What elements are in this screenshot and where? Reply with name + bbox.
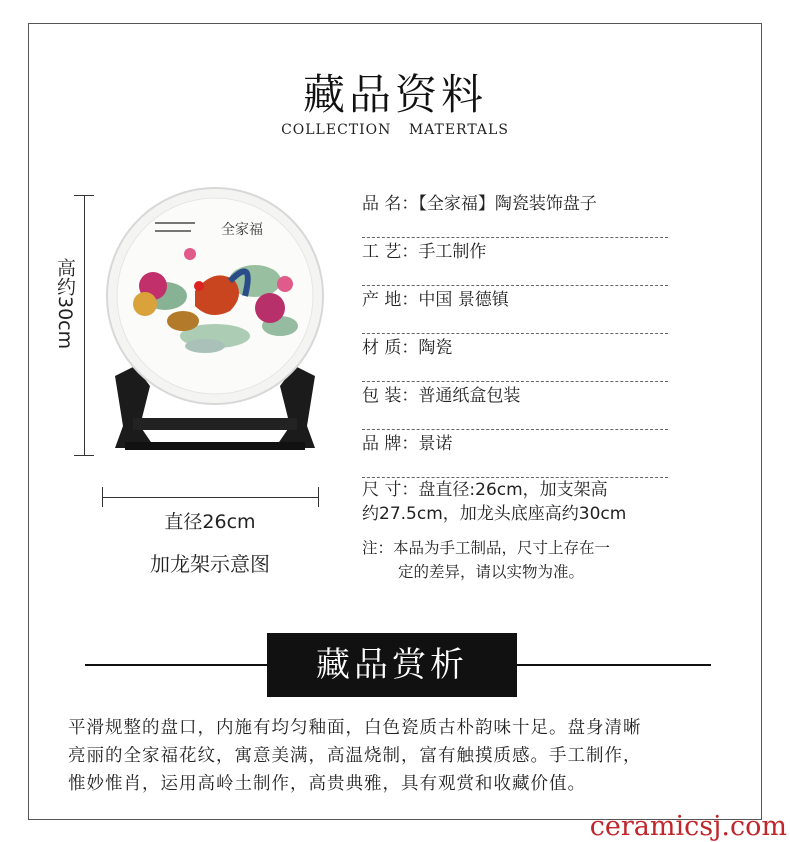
spec-key: 品 名： — [362, 194, 419, 214]
spec-row-brand — [362, 430, 668, 478]
plate-inscription: 全家福 — [221, 222, 263, 238]
appreciation-line: 惟妙惟肖，运用高岭土制作，高贵典雅，具有观赏和收藏价值。 — [68, 774, 586, 794]
diagram-caption: 加龙架示意图 — [150, 552, 270, 576]
spec-value: 陶瓷 — [418, 338, 453, 358]
page-title: 藏品资料 — [302, 70, 487, 119]
plate-image — [95, 186, 335, 461]
appreciation-line: 平滑规整的盘口，内施有均匀釉面，白色瓷质古朴韵味十足。盘身清晰 — [68, 718, 642, 738]
width-dimension-line — [102, 497, 318, 498]
spec-value: 普通纸盒包装 — [418, 386, 521, 406]
spec-row-name — [362, 190, 668, 238]
appreciation-text — [68, 714, 738, 798]
watermark: ceramicsj.com — [589, 811, 787, 842]
width-dimension-cap-left — [102, 487, 103, 507]
spec-list — [362, 190, 668, 478]
note-line-2: 定的差异，请以实物为准。 — [398, 563, 585, 581]
plate-illustration — [95, 186, 335, 461]
section-title: 藏品赏析 — [267, 633, 517, 697]
height-label: 高约30cm — [54, 258, 76, 350]
spec-value: 中国 景德镇 — [418, 290, 509, 310]
spec-value: 景诺 — [418, 434, 453, 454]
appreciation-line: 亮丽的全家福花纹，寓意美满，高温烧制，富有触摸质感。手工制作， — [68, 746, 642, 766]
height-dimension-cap-top — [74, 195, 94, 196]
size-line-2: 约27.5cm，加龙头底座高约30cm — [362, 504, 627, 524]
spec-row-packaging — [362, 382, 668, 430]
note-line-1: 注：本品为手工制品，尺寸上存在一 — [362, 539, 611, 557]
spec-key: 材 质： — [362, 338, 419, 358]
spec-key: 品 牌： — [362, 434, 419, 454]
height-dimension-cap-bottom — [74, 455, 94, 456]
width-label: 直径26cm — [164, 511, 256, 533]
note — [362, 536, 682, 584]
spec-row-craft — [362, 238, 668, 286]
section-divider-left — [85, 664, 269, 666]
width-dimension-cap-right — [318, 487, 319, 507]
height-dimension-line — [84, 195, 85, 455]
spec-key: 产 地： — [362, 290, 419, 310]
spec-key: 包 装： — [362, 386, 419, 406]
page-subtitle: COLLECTION MATERTALS — [281, 122, 509, 138]
size-info — [362, 478, 682, 526]
spec-row-origin — [362, 286, 668, 334]
spec-value: 手工制作 — [418, 242, 487, 262]
section-divider-right — [515, 664, 711, 666]
spec-row-material — [362, 334, 668, 382]
spec-value: 【全家福】陶瓷装饰盘子 — [418, 194, 597, 214]
spec-key: 工 艺： — [362, 242, 419, 262]
size-line-1: 尺 寸：盘直径:26cm，加支架高 — [362, 480, 608, 500]
